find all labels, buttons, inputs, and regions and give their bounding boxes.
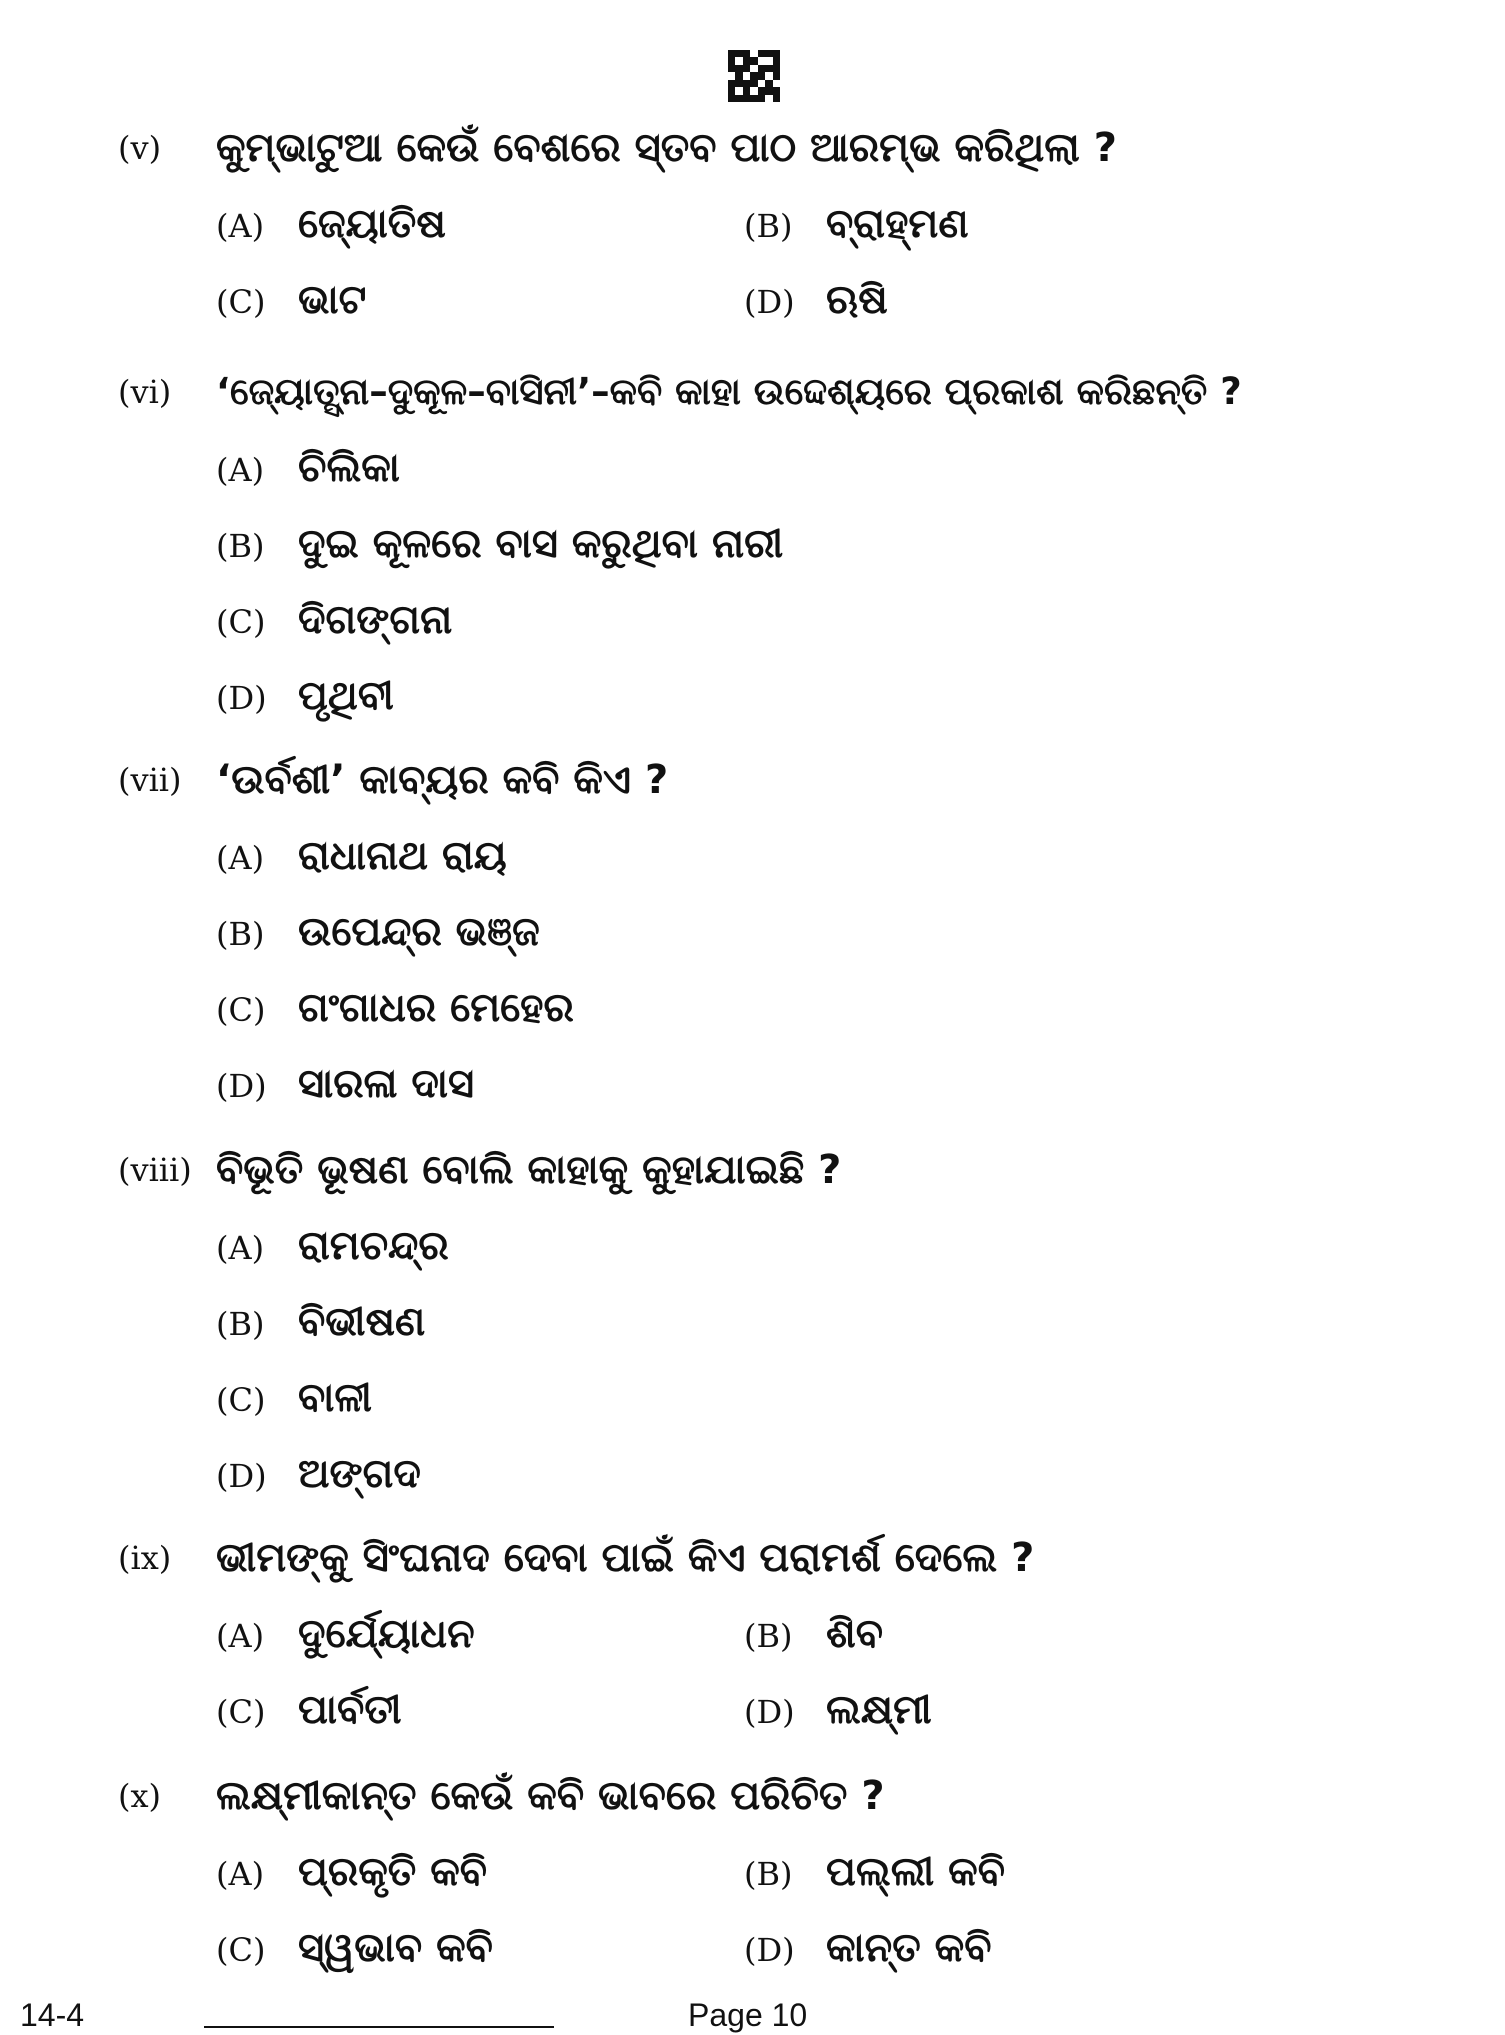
option-label: (A) [216,1617,265,1655]
option-text: ସ୍ୱଭାବ କବି [298,1925,493,1971]
option-d [744,1686,932,1742]
option-c [216,596,452,652]
option-a [216,444,400,500]
option-text: ଅଙ୍ଗଦ [298,1451,421,1497]
option-a [216,1610,475,1666]
option-d [216,1450,421,1506]
question-number: (x) [118,1777,162,1815]
question-text: ଭୀମଙ୍କୁ ସିଂଘନାଦ ଦେବା ପାଇଁ କିଏ ପରାମର୍ଶ ଦେଲେ ? [216,1535,1035,1581]
option-label: (D) [744,283,795,321]
option-d [216,1060,474,1116]
option-text: ବାଳୀ [298,1375,372,1421]
option-text: ଦିଗଙ୍ଗନା [298,597,453,643]
option-label: (C) [216,991,266,1029]
option-label: (B) [744,1855,793,1893]
option-c [216,276,366,332]
option-text: ରାମଚନ୍ଦ୍ର [298,1223,449,1269]
question-number: (ix) [118,1539,172,1577]
footer-rule [204,2026,554,2028]
question-number: (viii) [118,1151,192,1189]
option-text: ପଲ୍ଲୀ କବି [826,1849,1006,1895]
option-c [216,1686,402,1742]
option-text: ବିଭୀଷଣ [298,1299,426,1345]
page-number: Page 10 [688,1997,808,2033]
option-b [216,1298,425,1354]
option-a [216,1848,487,1904]
option-label: (C) [216,1931,266,1969]
option-text: ସାରଳା ଦାସ [298,1061,475,1107]
option-a [216,832,507,888]
option-text: ଗଂଗାଧର ମେହେର [298,985,574,1031]
question-text: ‘ଜ୍ୟୋତ୍ସ୍ନା–ଦୁକୂଳ–ବାସିନୀ’–କବି କାହା ଉଦ୍ଦେଶ୍ୟରେ ପ୍ରକାଶ କରିଛନ୍ତି ? [216,370,1242,413]
option-c [216,1924,493,1980]
option-text: ବ୍ରାହ୍ମଣ [826,201,969,247]
option-text: ପାର୍ବତୀ [298,1687,402,1733]
option-label: (A) [216,451,265,489]
option-text: ଭାଟ [298,277,367,323]
question-text: ବିଭୂତି ଭୂଷଣ ବୋଲି କାହାକୁ କୁହାଯାଇଛି ? [216,1147,842,1193]
option-label: (D) [744,1931,795,1969]
option-label: (D) [216,679,267,717]
option-d [216,672,394,728]
option-text: ରାଧାନାଥ ରାୟ [298,833,507,879]
option-label: (B) [744,1617,793,1655]
option-label: (A) [216,839,265,877]
option-text: ଦୁର୍ଯ୍ୟୋଧନ [298,1611,475,1657]
option-label: (C) [216,283,266,321]
qr-code [728,50,780,102]
option-label: (C) [216,603,266,641]
option-text: ଦୁଇ କୂଳରେ ବାସ କରୁଥିବା ନାରୀ [298,521,784,567]
option-text: ଚିଲିକା [298,445,400,491]
option-a [216,200,446,256]
footer-code: 14-4 [20,1997,85,2033]
option-label: (A) [216,1855,265,1893]
option-d [744,276,888,332]
option-text: ଋଷି [826,277,888,323]
option-label: (B) [216,527,265,565]
option-b [744,200,969,256]
option-text: ପ୍ରକୃତି କବି [298,1849,488,1895]
option-a [216,1222,449,1278]
option-label: (B) [216,915,265,953]
question-text: କୁମ୍ଭାଟୁଆ କେଉଁ ବେଶରେ ସ୍ତବ ପାଠ ଆରମ୍ଭ କରିଥିଲା ? [216,125,1117,171]
option-label: (C) [216,1381,266,1419]
option-label: (D) [744,1693,795,1731]
option-label: (A) [216,1229,265,1267]
option-c [216,1374,372,1430]
option-b [216,908,540,964]
option-b [744,1610,883,1666]
option-label: (C) [216,1693,266,1731]
option-label: (D) [216,1067,267,1105]
question-number: (vi) [118,373,172,411]
option-label: (B) [216,1305,265,1343]
option-text: କାନ୍ତ କବି [826,1925,992,1971]
option-b [744,1848,1005,1904]
option-label: (A) [216,207,265,245]
question-number: (vii) [118,761,182,799]
option-text: ଲକ୍ଷ୍ମୀ [826,1687,932,1733]
option-d [744,1924,992,1980]
option-text: ପୃଥିବୀ [298,673,394,719]
question-number: (v) [118,129,162,167]
question-text: ଲକ୍ଷ୍ମୀକାନ୍ତ କେଉଁ କବି ଭାବରେ ପରିଚିତ ? [216,1773,885,1819]
option-text: ଜ୍ୟୋତିଷ [298,201,446,247]
option-label: (B) [744,207,793,245]
question-text: ‘ଉର୍ବଶୀ’ କାବ୍ୟର କବି କିଏ ? [216,757,669,803]
option-text: ଉପେନ୍ଦ୍ର ଭଞ୍ଜ [298,909,540,955]
option-text: ଶିବ [826,1611,884,1657]
option-label: (D) [216,1457,267,1495]
option-b [216,520,783,576]
option-c [216,984,574,1040]
